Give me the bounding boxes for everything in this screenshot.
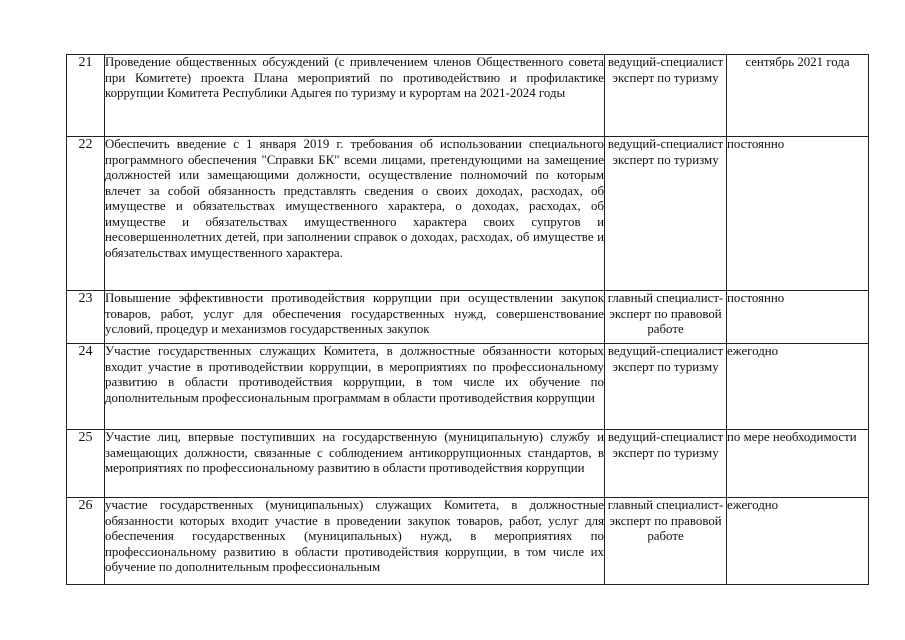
row-number: 21: [67, 55, 105, 137]
row-number: 26: [67, 498, 105, 585]
row-number: 25: [67, 430, 105, 498]
action-description: Участие лиц, впервые поступивших на государственную (муниципальную) службу и замещающих должности, связанные с соблюдением антикоррупционных стандартов, в мероприятиях по профессиональному развитию в области противодействия коррупции: [105, 430, 605, 498]
deadline: ежегодно: [727, 498, 869, 585]
responsible-person: ведущий-специалист эксперт по туризму: [605, 344, 727, 430]
table-row: [67, 430, 869, 498]
deadline: ежегодно: [727, 344, 869, 430]
action-description: [105, 498, 605, 585]
deadline: постоянно: [727, 137, 869, 291]
row-number: 23: [67, 291, 105, 344]
responsible-person: главный специалист-эксперт по правовой работе: [605, 498, 727, 585]
responsible-person: ведущий-специалист эксперт по туризму: [605, 137, 727, 291]
responsible-person: ведущий-специалист эксперт по туризму: [605, 430, 727, 498]
action-description: Проведение общественных обсуждений (с привлечением членов Общественного совета при Комитете) проекта Плана мероприятий по противодействию и профилактике коррупции Комитета Республики Адыгея по туризму и курортам на 2021-2024 годы: [105, 55, 605, 137]
row-number: 24: [67, 344, 105, 430]
action-description: Повышение эффективности противодействия коррупции при осуществлении закупок товаров, работ, услуг для обеспечения государственных нужд, совершенствование условий, процедур и механизмов государственных закупок: [105, 291, 605, 344]
table-row: [67, 344, 869, 430]
deadline: постоянно: [727, 291, 869, 344]
deadline: сентябрь 2021 года: [727, 55, 869, 137]
deadline: по мере необходимости: [727, 430, 869, 498]
row-number: 22: [67, 137, 105, 291]
table-row: [67, 291, 869, 344]
table-row: [67, 498, 869, 585]
table-row: [67, 55, 869, 137]
action-description: Обеспечить введение с 1 января 2019 г. требования об использовании специального программного обеспечения "Справки БК" всеми лицами, претендующими на замещение должностей или замещающими должности, осуществление полномочий по которым влечет за собой обязанность представлять сведения о своих доходах, расходах, об имуществе и обязательствах имущественного характера, о доходах, расходах, об имуществе и обязательствах имущественного характера своих супругов и несовершеннолетних детей, при заполнении справок о доходах, расходах, об имуществе и обязательствах имущественного характера.: [105, 137, 605, 291]
responsible-person: ведущий-специалист эксперт по туризму: [605, 55, 727, 137]
anti-corruption-plan-table: [66, 54, 869, 585]
table-row: [67, 137, 869, 291]
action-description-text: участие государственных (муниципальных) служащих Комитета, в должностные обязанности которых входит участие в проведении закупок товаров, работ, услуг для обеспечения государственных (муниципальных) нужд, в мероприятиях по профессиональному развитию в области противодействия коррупции, в том числе их обучение по дополнительным профессиональным: [105, 498, 604, 574]
responsible-person: главный специалист-эксперт по правовой работе: [605, 291, 727, 344]
action-description: Участие государственных служащих Комитета, в должностные обязанности которых входит участие в противодействии коррупции, в мероприятиях по профессиональному развитию в области противодействия коррупции, в том числе их обучение по дополнительным профессиональным программам в области противодействия коррупции: [105, 344, 605, 430]
